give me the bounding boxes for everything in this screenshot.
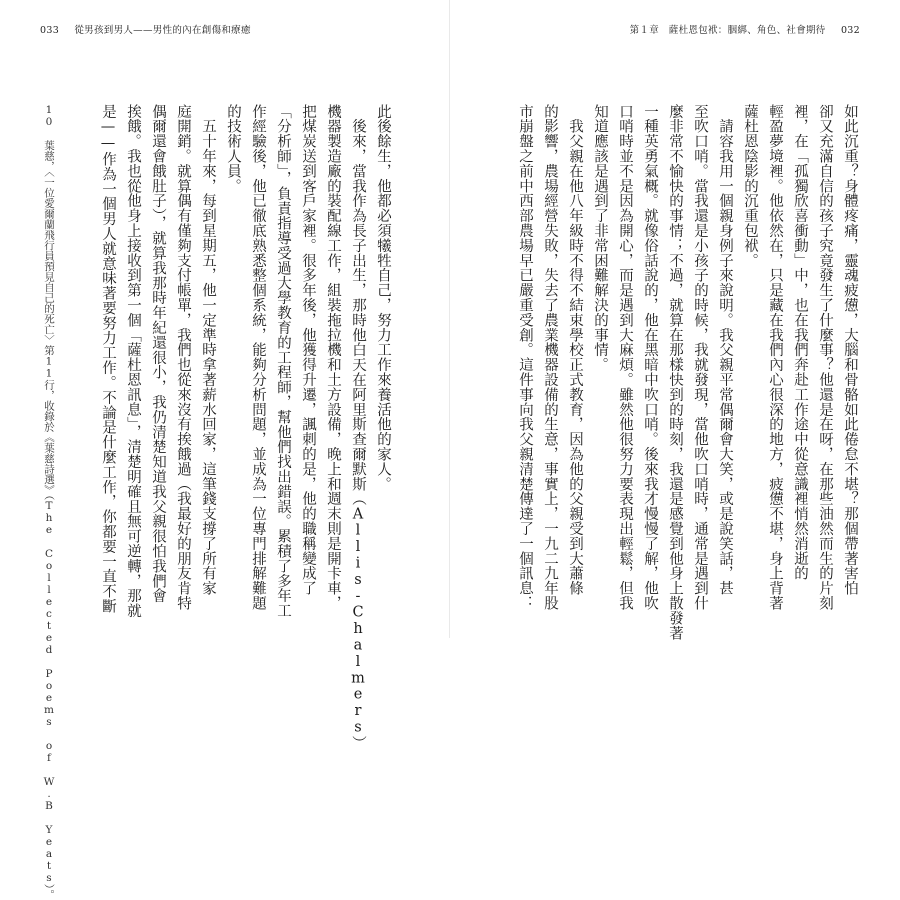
text-line: 口哨時並不是因為開心，而是遇到大麻煩。雖然他很努力要表現出輕鬆，但我	[617, 104, 633, 611]
text-line: 一種英勇氣概。就像俗話說的，他在黑暗中吹口哨。後來我才慢慢了解，他吹	[642, 104, 658, 611]
text-line: 薩杜恩陰影的沉重包袱。	[742, 104, 758, 268]
text-line: 作經驗後，他已徹底熟悉整個系統，能夠分析問題，並成為一位專門排解難題	[250, 104, 266, 611]
text-line: 偶爾還會餓肚子），就算我那時年紀還很小，我仍清楚知道我父親很怕我們會	[150, 104, 166, 604]
text-line: 後來，當我作為長子出生，那時他白天在阿里斯查爾默斯（Allis-Chalmers）	[350, 104, 366, 751]
text-line: 的影響，農場經營失敗，失去了農業機器設備的生意，事實上，一九二九年股	[542, 104, 558, 611]
left-page-number: 033	[40, 25, 60, 36]
text-line: 請容我用一個親身例子來說明。我父親平常偶爾會大笑，或是說笑話，甚	[717, 104, 733, 596]
right-page-body	[512, 104, 862, 641]
text-line: 知道應該是遇到了非常困難解決的事情。	[592, 104, 608, 373]
text-line: 裡，在「孤獨欣喜衝動」中，也在我們奔赴工作途中從意識裡悄然消逝的	[792, 104, 808, 581]
right-page-number: 032	[840, 25, 860, 36]
left-running-head	[40, 22, 251, 36]
right-chapter-title: 第１章 薩杜恩包袱：胭綁、角色、社會期待	[629, 25, 826, 36]
text-line: 機器製造廠的裝配線工作，組裝拖拉機和土方設備，晚上和週末則是開卡車，	[325, 104, 341, 611]
text-line: 的技術人員。	[225, 104, 241, 194]
left-page-body	[95, 104, 395, 751]
text-line: 至吹口哨。當我還是小孩子的時候，我就發現，當他吹口哨時，通常是遇到什	[692, 104, 708, 611]
footnote-text: 10 葉慈，〈一位愛爾蘭飛行員預見自己的死亡〉第11行，收錄於《葉慈詩選》（The Collected Poems of W.B Yeats）。	[43, 104, 55, 900]
text-line: 此後餘生，他都必須犧牲自己，努力工作來養活他的家人。	[375, 104, 391, 492]
right-running-head	[630, 22, 860, 36]
text-line: 卻又充滿自信的孩子究竟發生了什麼事？他還是在呀，在那些油然而生的片刻	[817, 104, 833, 611]
text-line: 庭開銷。就算偶有僅夠支付帳單，我們也從來沒有挨餓過（我最好的朋友肯特	[175, 104, 191, 611]
text-line: 「分析師」，負責指導受過大學教育的工程師，幫他們找出錯誤。累積了多年工	[275, 104, 291, 619]
text-line: 五十年來，每到星期五，他一定準時拿著薪水回家，這筆錢支撐了所有家	[200, 104, 216, 596]
text-line: 我父親在他八年級時不得不結束學校正式教育，因為他的父親受到大蕭條	[567, 104, 583, 596]
text-line: 如此沉重？身體疼痛，靈魂疲憊，大腦和骨骼如此倦怠不堪？那個帶著害怕	[842, 104, 858, 596]
text-line: 輕盈夢境裡。他依然在，只是藏在我們內心很深的地方，疲憊不堪，身上背著	[767, 104, 783, 611]
text-line: 把煤炭送到客戶家裡。很多年後，他獲得升遷，諷刺的是，他的職稱變成了	[300, 104, 316, 596]
text-line: 是——作為一個男人就意味著要努力工作。不論是什麼工作，你都要一直不斷	[100, 104, 116, 614]
page-gutter	[449, 0, 450, 638]
text-line: 市崩盤之前中西部農場早已嚴重受創。這件事向我父親清楚傳達了一個訊息：	[517, 104, 533, 611]
left-book-title: 從男孩到男人——男性的內在創傷和療癒	[74, 25, 251, 36]
text-line: 麼非常不愉快的事情；不過，就算在那樣快到的時刻，我還是感覺到他身上散發著	[667, 104, 683, 641]
text-line: 挨餓。我也從他身上接收到第一個「薩杜恩訊息」，清楚明確且無可逆轉，那就	[125, 104, 141, 619]
footnote	[42, 104, 56, 900]
